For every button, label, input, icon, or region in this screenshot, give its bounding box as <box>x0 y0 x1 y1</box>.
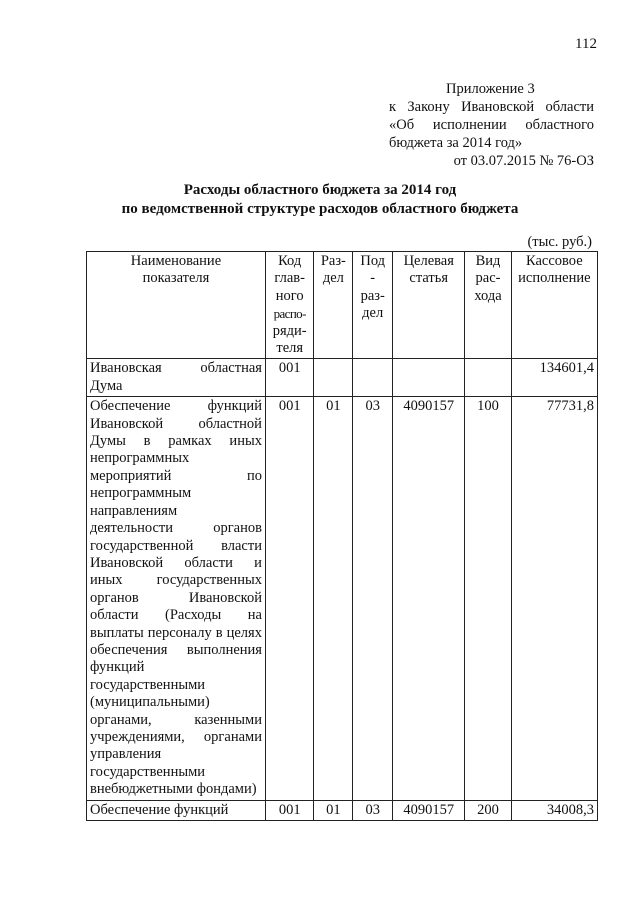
row-section: 01 <box>314 397 353 800</box>
units-label: (тыс. руб.) <box>527 234 592 250</box>
title-line-2: по ведомственной структуре расходов областного бюджета <box>121 201 519 217</box>
row-code: 001 <box>265 359 314 397</box>
header-kind: Вид рас- хода <box>465 252 511 359</box>
appendix-header <box>389 80 594 170</box>
row-target: 4090157 <box>393 397 465 800</box>
row-amount: 77731,8 <box>511 397 597 800</box>
title-line-1: Расходы областного бюджета за 2014 год <box>183 182 457 198</box>
header-code: Код глав- ного распо- ряди- теля <box>265 252 314 359</box>
header-target: Целевая статья <box>393 252 465 359</box>
row-amount: 134601,4 <box>511 359 597 397</box>
row-section: 01 <box>314 800 353 820</box>
row-amount: 34008,3 <box>511 800 597 820</box>
table-header-row <box>87 252 598 359</box>
row-name: Ивановская областная Дума <box>87 359 266 397</box>
header-subsection: Под - раз- дел <box>353 252 393 359</box>
row-kind: 200 <box>465 800 511 820</box>
table-row <box>87 800 598 820</box>
row-name: Обеспечение функций Ивановской областной Думы в рамках иных непрограммных мероприятий по непрограммным направлениям деятельности органов государственной власти Ивановской области и иных государственных органов Ивановской области (Расходы на выплаты персоналу в целях обеспечения выполнения функций государственными (муниципальными) органами, казенными учреждениями, органами управления государственными внебюджетными фондами) <box>87 397 266 800</box>
appendix-line-2: к Закону Ивановской области <box>389 99 594 115</box>
row-kind: 100 <box>465 397 511 800</box>
expenses-table <box>86 251 598 821</box>
header-section: Раз- дел <box>314 252 353 359</box>
row-subsection <box>353 359 393 397</box>
header-name: Наименование показателя <box>87 252 266 359</box>
table-row <box>87 359 598 397</box>
row-section <box>314 359 353 397</box>
row-code: 001 <box>265 397 314 800</box>
appendix-line-1: Приложение 3 <box>446 81 535 97</box>
page-number: 112 <box>575 36 597 52</box>
row-subsection: 03 <box>353 800 393 820</box>
appendix-line-3: «Об исполнении областного <box>389 117 594 133</box>
row-name: Обеспечение функций <box>87 800 266 820</box>
header-amount: Кассовое исполнение <box>511 252 597 359</box>
row-subsection: 03 <box>353 397 393 800</box>
row-code: 001 <box>265 800 314 820</box>
appendix-line-4: бюджета за 2014 год» <box>389 135 523 151</box>
table-row <box>87 397 598 800</box>
row-kind <box>465 359 511 397</box>
appendix-line-5: от 03.07.2015 № 76-ОЗ <box>453 153 594 169</box>
document-title <box>0 181 640 219</box>
row-target <box>393 359 465 397</box>
row-target: 4090157 <box>393 800 465 820</box>
